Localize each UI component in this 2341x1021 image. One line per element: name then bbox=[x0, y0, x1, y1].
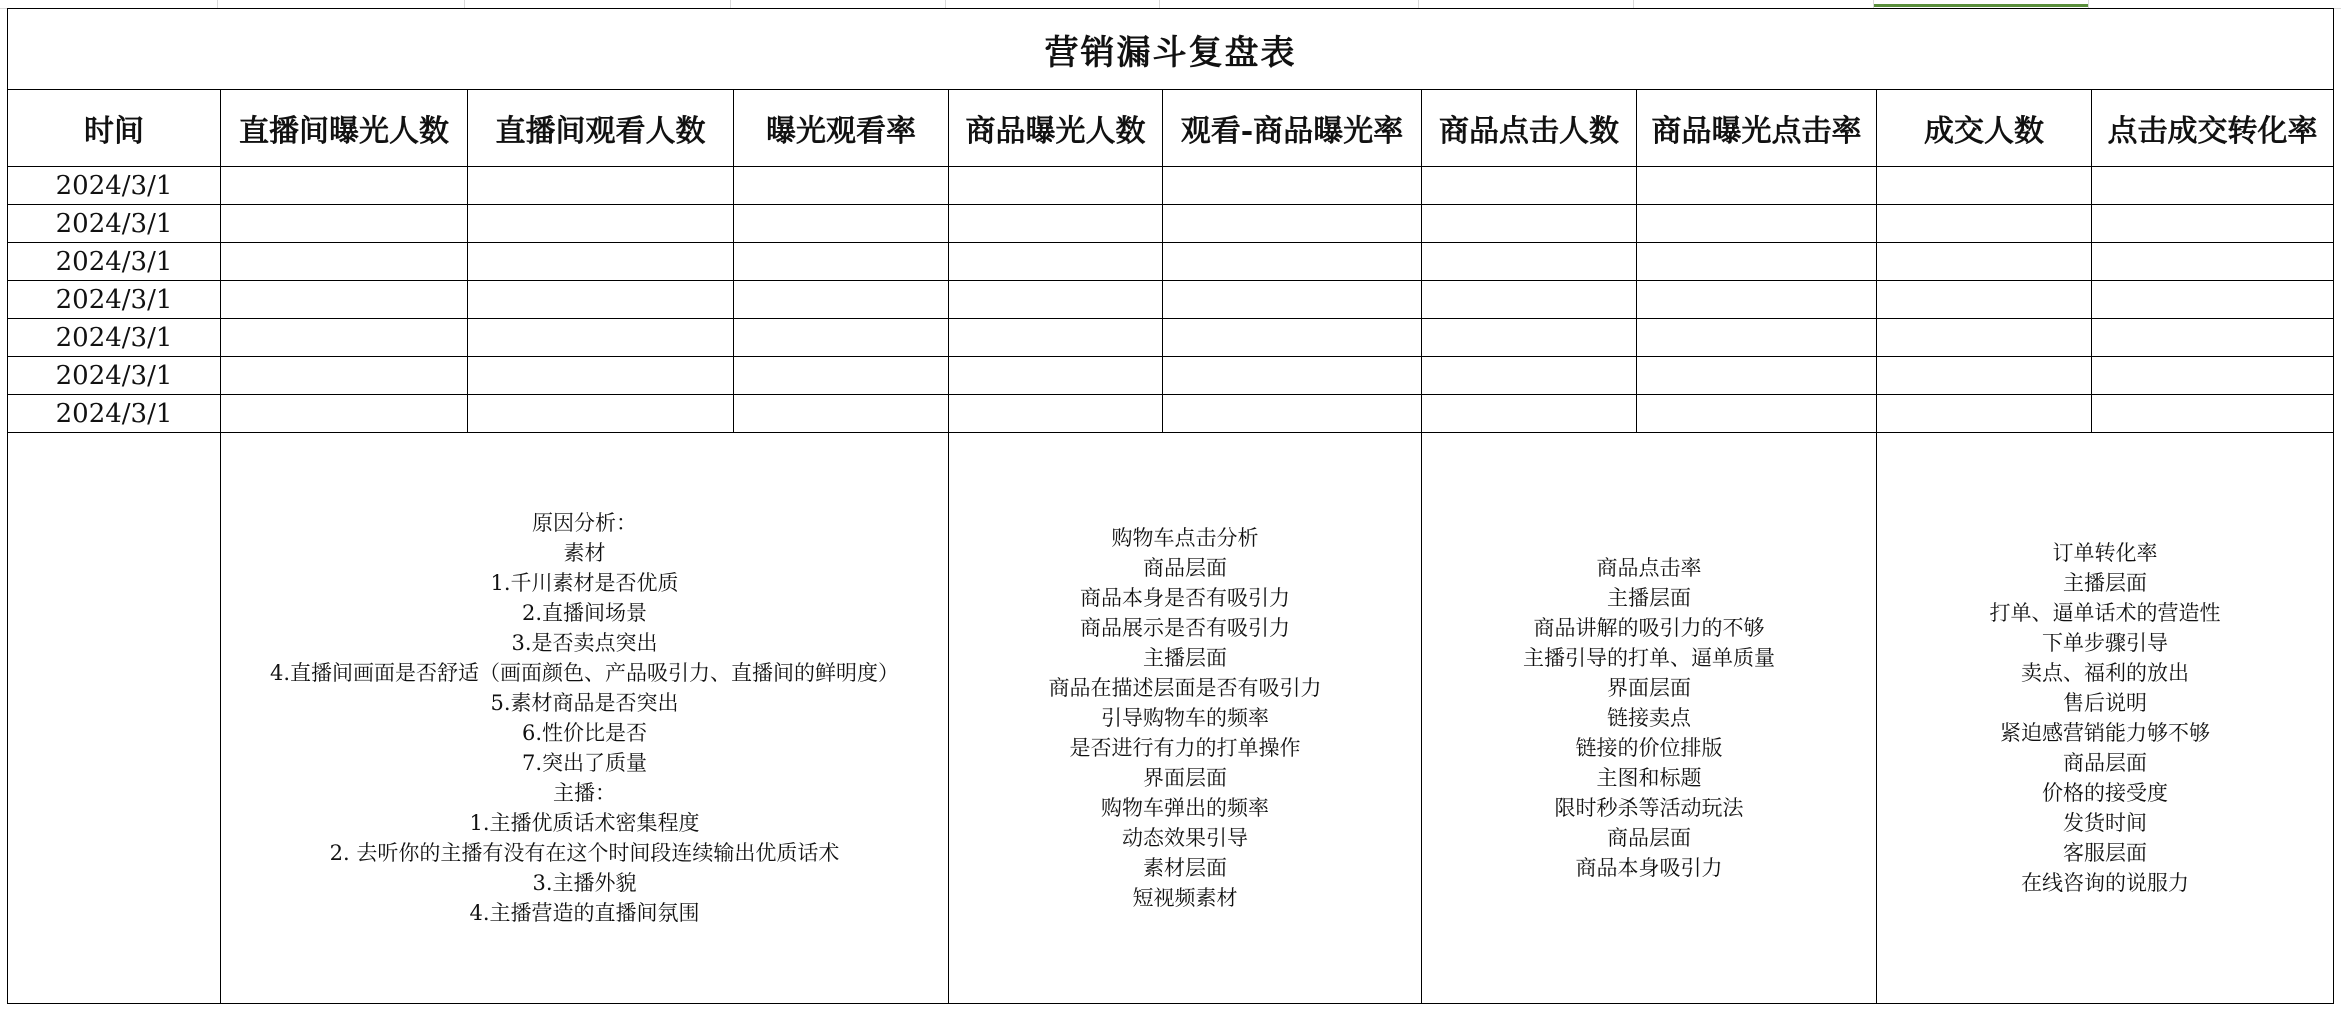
analysis-row bbox=[8, 433, 2334, 1004]
analysis-line: 主图和标题 bbox=[1596, 766, 1702, 790]
data-cell[interactable] bbox=[468, 357, 734, 395]
date-cell[interactable]: 2024/3/1 bbox=[8, 167, 221, 205]
header-buyers[interactable]: 成交人数 bbox=[1877, 90, 2092, 167]
data-cell[interactable] bbox=[2092, 167, 2334, 205]
date-cell[interactable]: 2024/3/1 bbox=[8, 319, 221, 357]
header-product-exposure[interactable]: 商品曝光人数 bbox=[949, 90, 1163, 167]
date-cell[interactable]: 2024/3/1 bbox=[8, 357, 221, 395]
data-cell[interactable] bbox=[949, 243, 1163, 281]
analysis-line: 主播层面 bbox=[1143, 646, 1227, 670]
analysis-line: 3.主播外貌 bbox=[532, 871, 637, 895]
analysis-line: 引导购物车的频率 bbox=[1101, 706, 1269, 730]
analysis-cell-cart[interactable] bbox=[949, 433, 1422, 1004]
data-cell[interactable] bbox=[1422, 281, 1637, 319]
data-cell[interactable] bbox=[734, 205, 949, 243]
data-cell[interactable] bbox=[468, 205, 734, 243]
data-cell[interactable] bbox=[468, 281, 734, 319]
data-cell[interactable] bbox=[1422, 319, 1637, 357]
data-cell[interactable] bbox=[1877, 357, 2092, 395]
table-row bbox=[8, 357, 2334, 395]
data-cell[interactable] bbox=[949, 319, 1163, 357]
data-cell[interactable] bbox=[2092, 243, 2334, 281]
data-cell[interactable] bbox=[949, 281, 1163, 319]
analysis-line: 5.素材商品是否突出 bbox=[490, 691, 679, 715]
data-cell[interactable] bbox=[1163, 395, 1422, 433]
data-cell[interactable] bbox=[1637, 395, 1877, 433]
analysis-line: 下单步骤引导 bbox=[2042, 631, 2169, 655]
analysis-list bbox=[1877, 538, 2333, 898]
table-row bbox=[8, 395, 2334, 433]
data-cell[interactable] bbox=[1637, 319, 1877, 357]
data-cell[interactable] bbox=[221, 167, 468, 205]
data-cell[interactable] bbox=[221, 205, 468, 243]
analysis-line: 短视频素材 bbox=[1132, 886, 1238, 910]
marketing-funnel-sheet bbox=[7, 8, 2334, 1004]
header-view-product-exposure-rate[interactable]: 观看-商品曝光率 bbox=[1163, 90, 1422, 167]
date-cell[interactable]: 2024/3/1 bbox=[8, 395, 221, 433]
data-cell[interactable] bbox=[468, 243, 734, 281]
data-cell[interactable] bbox=[1637, 281, 1877, 319]
data-cell[interactable] bbox=[1163, 243, 1422, 281]
header-product-clicks[interactable]: 商品点击人数 bbox=[1422, 90, 1637, 167]
data-cell[interactable] bbox=[221, 357, 468, 395]
analysis-line: 2.直播间场景 bbox=[521, 601, 648, 625]
analysis-line: 6.性价比是否 bbox=[521, 721, 648, 745]
data-cell[interactable] bbox=[2092, 205, 2334, 243]
analysis-line: 购物车点击分析 bbox=[1111, 526, 1259, 550]
data-cell[interactable] bbox=[734, 357, 949, 395]
data-cell[interactable] bbox=[1877, 281, 2092, 319]
data-cell[interactable] bbox=[1163, 205, 1422, 243]
analysis-line: 商品层面 bbox=[2063, 751, 2148, 775]
data-cell[interactable] bbox=[734, 319, 949, 357]
analysis-line: 链接卖点 bbox=[1607, 706, 1691, 730]
table-row bbox=[8, 205, 2334, 243]
analysis-list bbox=[1422, 553, 1876, 883]
data-cell[interactable] bbox=[949, 395, 1163, 433]
analysis-line: 商品展示是否有吸引力 bbox=[1080, 616, 1290, 640]
data-cell[interactable] bbox=[949, 357, 1163, 395]
data-cell[interactable] bbox=[221, 243, 468, 281]
data-cell[interactable] bbox=[1163, 357, 1422, 395]
analysis-line: 主播引导的打单、逼单质量 bbox=[1523, 646, 1775, 670]
data-cell[interactable] bbox=[1877, 395, 2092, 433]
analysis-line: 4.主播营造的直播间氛围 bbox=[469, 901, 700, 925]
header-exposure-view-rate[interactable]: 曝光观看率 bbox=[734, 90, 949, 167]
analysis-line: 售后说明 bbox=[2063, 691, 2148, 715]
analysis-line: 价格的接受度 bbox=[2042, 781, 2169, 805]
analysis-line: 在线咨询的说服力 bbox=[2021, 871, 2190, 895]
analysis-line: 限时秒杀等活动玩法 bbox=[1554, 796, 1744, 820]
analysis-line: 购物车弹出的频率 bbox=[1101, 796, 1269, 820]
data-cell[interactable] bbox=[221, 281, 468, 319]
analysis-line: 发货时间 bbox=[2063, 811, 2148, 835]
header-product-exposure-click-rate[interactable]: 商品曝光点击率 bbox=[1637, 90, 1877, 167]
data-cell[interactable] bbox=[221, 319, 468, 357]
table-row bbox=[8, 319, 2334, 357]
analysis-line: 素材 bbox=[563, 541, 606, 565]
analysis-cell-order[interactable] bbox=[1877, 433, 2334, 1004]
data-cell[interactable] bbox=[949, 205, 1163, 243]
data-cell[interactable] bbox=[1422, 205, 1637, 243]
data-cell[interactable] bbox=[468, 395, 734, 433]
analysis-line: 4.直播间画面是否舒适（画面颜色、产品吸引力、直播间的鲜明度） bbox=[269, 661, 900, 685]
analysis-line: 7.突出了质量 bbox=[521, 751, 648, 775]
data-cell[interactable] bbox=[1877, 167, 2092, 205]
data-cell[interactable] bbox=[949, 167, 1163, 205]
analysis-line: 商品层面 bbox=[1607, 826, 1691, 850]
data-cell[interactable] bbox=[2092, 319, 2334, 357]
analysis-line: 客服层面 bbox=[2063, 841, 2148, 865]
analysis-line: 界面层面 bbox=[1607, 676, 1691, 700]
data-cell[interactable] bbox=[1422, 167, 1637, 205]
header-row bbox=[8, 90, 2334, 167]
data-cell[interactable] bbox=[1637, 167, 1877, 205]
data-cell[interactable] bbox=[1163, 167, 1422, 205]
date-cell[interactable]: 2024/3/1 bbox=[8, 205, 221, 243]
analysis-line: 2. 去听你的主播有没有在这个时间段连续输出优质话术 bbox=[329, 841, 840, 865]
analysis-line: 订单转化率 bbox=[2052, 541, 2158, 565]
analysis-line: 界面层面 bbox=[1143, 766, 1227, 790]
data-cell[interactable] bbox=[1163, 281, 1422, 319]
table-row bbox=[8, 243, 2334, 281]
analysis-line: 动态效果引导 bbox=[1122, 826, 1248, 850]
analysis-line: 紧迫感营销能力够不够 bbox=[2000, 721, 2211, 745]
data-cell[interactable] bbox=[734, 395, 949, 433]
data-cell[interactable] bbox=[734, 243, 949, 281]
data-cell[interactable] bbox=[1422, 395, 1637, 433]
active-cell-indicator bbox=[1874, 4, 2088, 7]
data-cell[interactable] bbox=[2092, 395, 2334, 433]
analysis-line: 素材层面 bbox=[1143, 856, 1227, 880]
analysis-line: 1.主播优质话术密集程度 bbox=[469, 811, 700, 835]
analysis-line: 1.千川素材是否优质 bbox=[490, 571, 679, 595]
data-cell[interactable] bbox=[1422, 243, 1637, 281]
data-cell[interactable] bbox=[1637, 357, 1877, 395]
analysis-line: 商品层面 bbox=[1143, 556, 1227, 580]
data-cell[interactable] bbox=[1877, 205, 2092, 243]
table-row bbox=[8, 167, 2334, 205]
analysis-line: 商品讲解的吸引力的不够 bbox=[1533, 616, 1765, 640]
header-click-conversion-rate[interactable]: 点击成交转化率 bbox=[2092, 90, 2334, 167]
analysis-list bbox=[949, 523, 1421, 913]
header-room-viewers[interactable]: 直播间观看人数 bbox=[468, 90, 734, 167]
header-room-exposure[interactable]: 直播间曝光人数 bbox=[221, 90, 468, 167]
data-cell[interactable] bbox=[734, 167, 949, 205]
analysis-line: 链接的价位排版 bbox=[1575, 736, 1723, 760]
analysis-line: 主播层面 bbox=[2063, 571, 2148, 595]
data-cell[interactable] bbox=[468, 319, 734, 357]
data-cell[interactable] bbox=[221, 395, 468, 433]
analysis-line: 3.是否卖点突出 bbox=[511, 631, 658, 655]
analysis-line: 商品本身是否有吸引力 bbox=[1080, 586, 1290, 610]
data-cell[interactable] bbox=[1877, 243, 2092, 281]
analysis-line: 商品在描述层面是否有吸引力 bbox=[1048, 676, 1322, 700]
data-cell[interactable] bbox=[2092, 357, 2334, 395]
analysis-list bbox=[221, 508, 948, 928]
sheet-title[interactable]: 营销漏斗复盘表 bbox=[8, 9, 2334, 90]
data-cell[interactable] bbox=[1877, 319, 2092, 357]
data-cell[interactable] bbox=[1637, 243, 1877, 281]
analysis-empty-cell[interactable] bbox=[8, 433, 221, 1004]
data-cell[interactable] bbox=[1163, 319, 1422, 357]
analysis-line: 商品点击率 bbox=[1596, 556, 1702, 580]
data-cell[interactable] bbox=[734, 281, 949, 319]
analysis-line: 是否进行有力的打单操作 bbox=[1069, 736, 1301, 760]
header-time[interactable]: 时间 bbox=[8, 90, 221, 167]
analysis-line: 商品本身吸引力 bbox=[1575, 856, 1723, 880]
analysis-line: 主播层面 bbox=[1607, 586, 1691, 610]
date-cell[interactable]: 2024/3/1 bbox=[8, 243, 221, 281]
analysis-line: 原因分析： bbox=[532, 511, 637, 535]
data-cell[interactable] bbox=[468, 167, 734, 205]
analysis-cell-click[interactable] bbox=[1422, 433, 1877, 1004]
analysis-line: 打单、逼单话术的营造性 bbox=[1989, 601, 2221, 625]
analysis-line: 主播： bbox=[553, 781, 616, 805]
date-cell[interactable]: 2024/3/1 bbox=[8, 281, 221, 319]
table-row bbox=[8, 281, 2334, 319]
analysis-cell-exposure[interactable] bbox=[221, 433, 949, 1004]
data-cell[interactable] bbox=[1637, 205, 1877, 243]
data-cell[interactable] bbox=[1422, 357, 1637, 395]
data-cell[interactable] bbox=[2092, 281, 2334, 319]
analysis-line: 卖点、福利的放出 bbox=[2021, 661, 2190, 685]
